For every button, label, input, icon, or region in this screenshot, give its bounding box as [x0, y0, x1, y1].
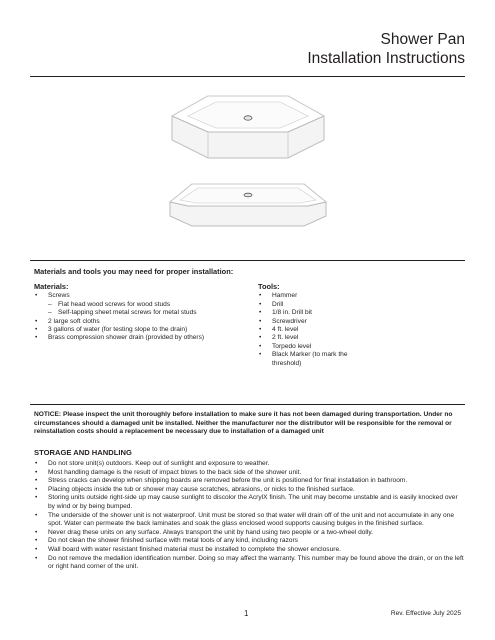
list-item: • Do not store unit(s) outdoors. Keep out of sunlight and exposure to weather. — [34, 460, 465, 469]
list-item: • The underside of the shower unit is not waterproof. Unit must be stored so that water will drain off of the unit and not accumulate in any one spot. Water can permeate the back laminates and soak the glass enclosed wood supports causing bulges in the finished surface. — [34, 512, 465, 529]
storage-section — [34, 460, 465, 572]
materials-divider — [30, 260, 465, 261]
materials-column — [34, 283, 244, 343]
title-line-2: Installation Instructions — [307, 50, 465, 67]
list-item: • 2 large soft cloths — [34, 318, 244, 326]
list-item: • Most handling damage is the result of impact blows to the back side of the shower unit. — [34, 469, 465, 478]
list-item: • Black Marker (to mark the threshold) — [258, 351, 358, 368]
list-item: • Wall board with water resistant finished material must be installed to complete the shower enclosure. — [34, 546, 465, 555]
list-item: • Storing units outside right-side up may cause sunlight to discolor the AcrylX finish. The unit may become unstable and is easily knocked over by wind or by being bumped. — [34, 494, 465, 511]
screws-sublist — [34, 301, 244, 318]
storage-list — [34, 460, 465, 572]
list-item: • Torpedo level — [258, 343, 358, 351]
list-item: • 4 ft. level — [258, 326, 358, 334]
title-divider — [30, 76, 465, 77]
list-item: • Brass compression shower drain (provided by others) — [34, 334, 244, 342]
list-item: • 1/8 in. Drill bit — [258, 309, 358, 317]
neo-angle-shower-pan-image — [168, 92, 328, 162]
materials-heading: Materials and tools you may need for proper installation: — [34, 267, 234, 276]
title-line-1: Shower Pan — [380, 31, 465, 48]
tools-column — [258, 283, 358, 368]
tools-list — [258, 292, 358, 368]
storage-heading: STORAGE AND HANDLING — [34, 448, 132, 457]
notice-paragraph: NOTICE: Please inspect the unit thoroughly before installation to make sure it has not been damaged during transportation. Under no circumstances should a damaged unit be installed. Neither the manufacturer nor the distributor will be responsible for the removal or reinstallation costs should a replacement be necessary due to installation of a damaged unit — [34, 411, 453, 436]
list-item: • 3 gallons of water (for testing slope to the drain) — [34, 326, 244, 334]
list-item: – Flat head wood screws for wood studs — [34, 301, 244, 309]
list-item: • Screws — [34, 292, 244, 300]
standard-shower-pan-image — [168, 180, 328, 230]
list-item: • Stress cracks can develop when shipping boards are removed before the unit is positioned for final installation in bathroom. — [34, 477, 465, 486]
list-item: • Do not clean the shower finished surface with metal tools of any kind, including razors — [34, 537, 465, 546]
document-title — [307, 30, 465, 68]
list-item: • 2 ft. level — [258, 334, 358, 342]
list-item: • Drill — [258, 301, 358, 309]
list-item: – Self-tapping sheet metal screws for metal studs — [34, 309, 244, 317]
materials-list — [34, 292, 244, 300]
notice-divider — [30, 404, 465, 405]
list-item: • Do not remove the medallion identification number. Doing so may affect the warranty. This number may be found above the drain, or on the left or right hand corner of the unit. — [34, 555, 465, 572]
list-item: • Never drag these units on any surface. Always transport the unit by hand using two people or a two-wheel dolly. — [34, 529, 465, 538]
page-number: 1 — [244, 609, 249, 618]
list-item: • Screwdriver — [258, 318, 358, 326]
list-item: • Placing objects inside the tub or shower may cause scratches, abrasions, or nicks to the finished surface. — [34, 486, 465, 495]
list-item: • Hammer — [258, 292, 358, 300]
revision-note: Rev. Effective July 2025 — [390, 610, 461, 617]
materials-label: Materials: — [34, 282, 69, 291]
tools-label: Tools: — [258, 282, 280, 291]
materials-list-cont — [34, 318, 244, 343]
